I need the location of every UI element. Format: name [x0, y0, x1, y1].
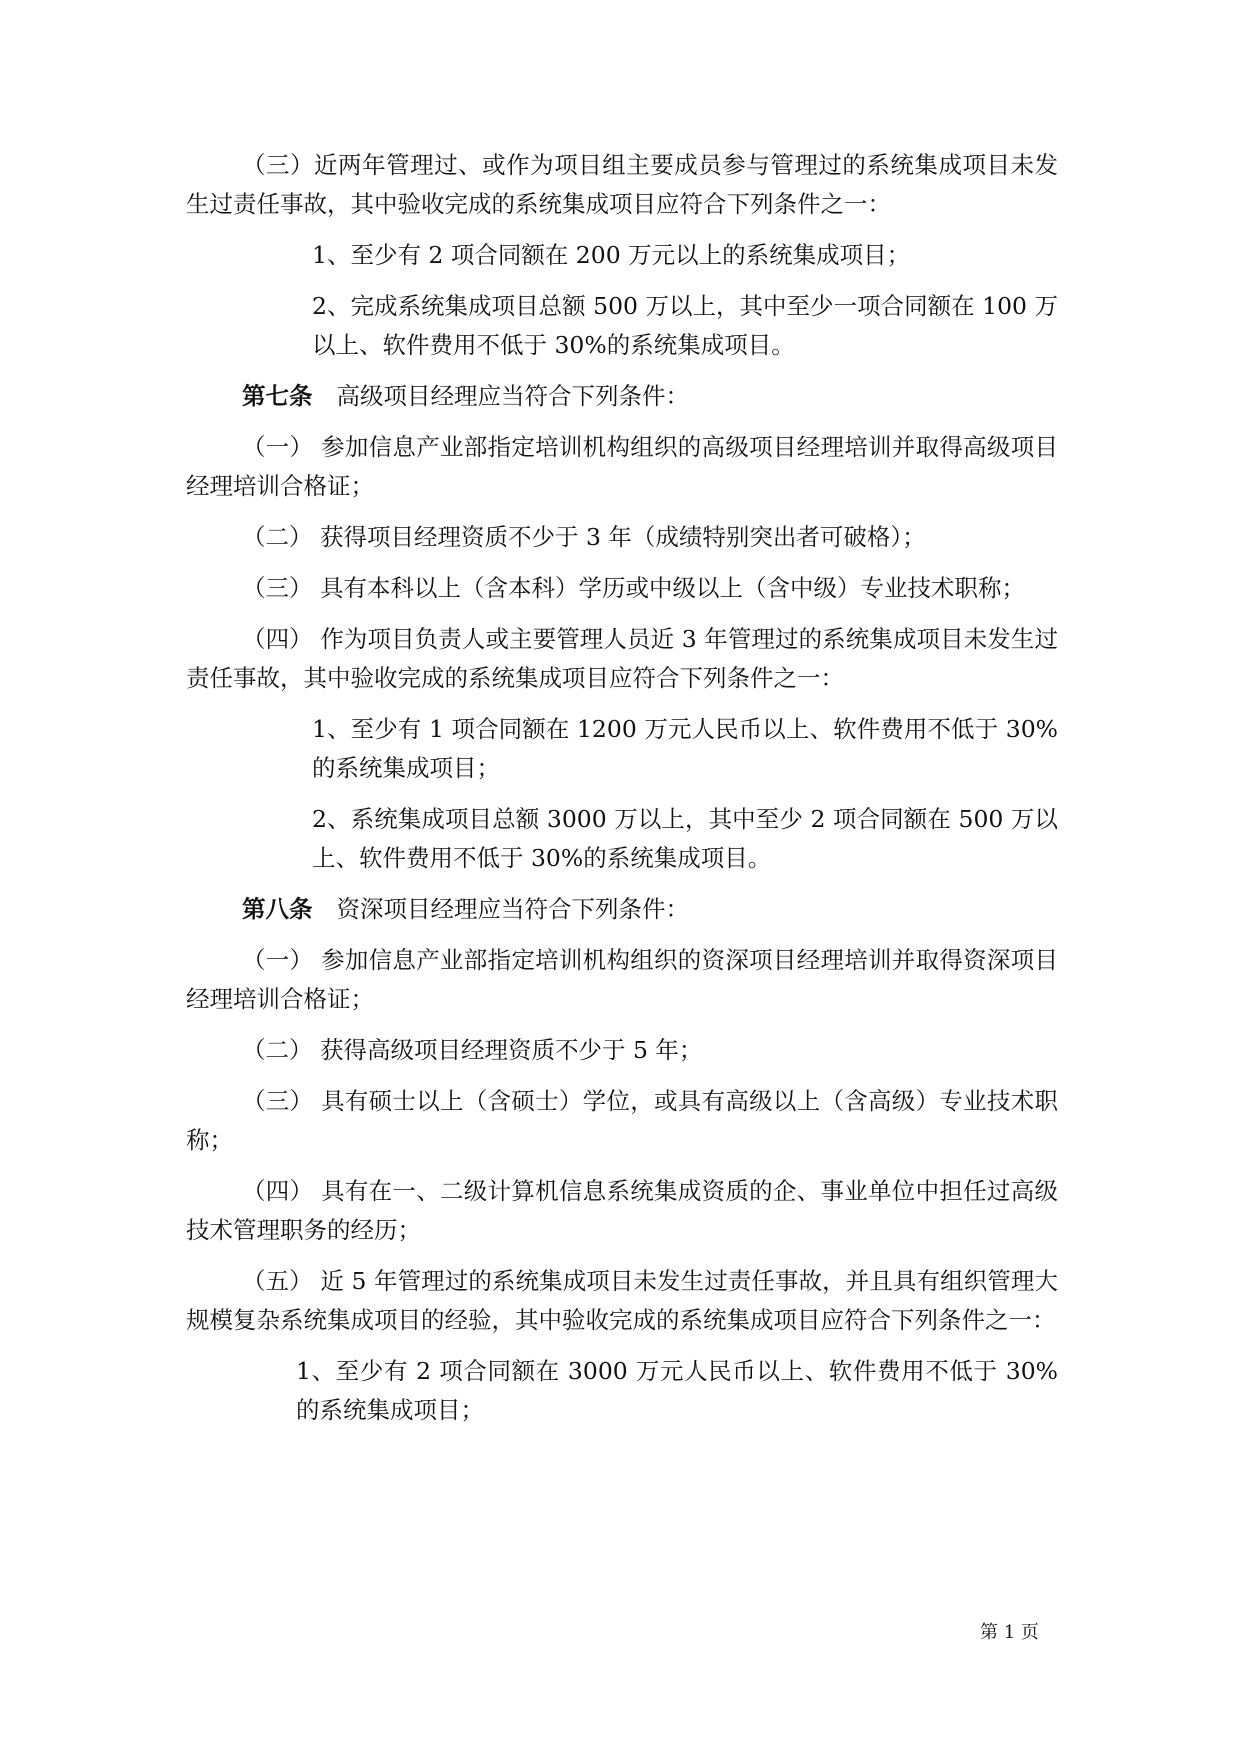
list-item-condition-2: 2、完成系统集成项目总额 500 万以上，其中至少一项合同额在 100 万以上、软件费用不低于 30%的系统集成项目。: [312, 292, 1058, 359]
article-8-item-3: （三） 具有硕士以上（含硕士）学位，或具有高级以上（含高级）专业技术职称；: [186, 1087, 1058, 1154]
article-8-item-1: （一） 参加信息产业部指定培训机构组织的资深项目经理培训并取得资深项目经理培训合格证；: [186, 946, 1058, 1013]
article-8-item-5: （五） 近 5 年管理过的系统集成项目未发生过责任事故，并且具有组织管理大规模复杂系统集成项目的经验，其中验收完成的系统集成项目应符合下列条件之一：: [186, 1267, 1058, 1334]
paragraph-clause-3: （三）近两年管理过、或作为项目组主要成员参与管理过的系统集成项目未发生过责任事故，其中验收完成的系统集成项目应符合下列条件之一：: [186, 151, 1058, 218]
article-7-item-1: （一） 参加信息产业部指定培训机构组织的高级项目经理培训并取得高级项目经理培训合格证；: [186, 433, 1058, 500]
article-8-condition-1: 1、至少有 2 项合同额在 3000 万元人民币以上、软件费用不低于 30%的系统集成项目；: [296, 1357, 1058, 1424]
list-item-condition-1: 1、至少有 2 项合同额在 200 万元以上的系统集成项目；: [312, 241, 911, 269]
article-8-item-2: （二） 获得高级项目经理资质不少于 5 年；: [242, 1036, 703, 1064]
document-body: [186, 146, 1058, 1442]
article-7-item-2: （二） 获得项目经理资质不少于 3 年（成绩特别突出者可破格）；: [242, 523, 926, 551]
article-7-item-3: （三） 具有本科以上（含本科）学历或中级以上（含中级）专业技术职称；: [242, 574, 1025, 602]
page-number: 第 1 页: [980, 1622, 1039, 1643]
article-7-item-4: （四） 作为项目负责人或主要管理人员近 3 年管理过的系统集成项目未发生过责任事故，其中验收完成的系统集成项目应符合下列条件之一：: [186, 625, 1058, 692]
article-7: 第七条 高级项目经理应当符合下列条件：: [242, 382, 689, 410]
article-7-condition-1: 1、至少有 1 项合同额在 1200 万元人民币以上、软件费用不低于 30%的系统集成项目；: [312, 715, 1058, 782]
article-7-condition-2: 2、系统集成项目总额 3000 万以上，其中至少 2 项合同额在 500 万以上、软件费用不低于 30%的系统集成项目。: [312, 805, 1058, 872]
article-7-heading: 第七条: [242, 382, 313, 410]
article-8: 第八条 资深项目经理应当符合下列条件：: [242, 895, 689, 923]
article-8-item-4: （四） 具有在一、二级计算机信息系统集成资质的企、事业单位中担任过高级技术管理职务的经历；: [186, 1177, 1058, 1244]
article-8-heading: 第八条: [242, 895, 313, 923]
